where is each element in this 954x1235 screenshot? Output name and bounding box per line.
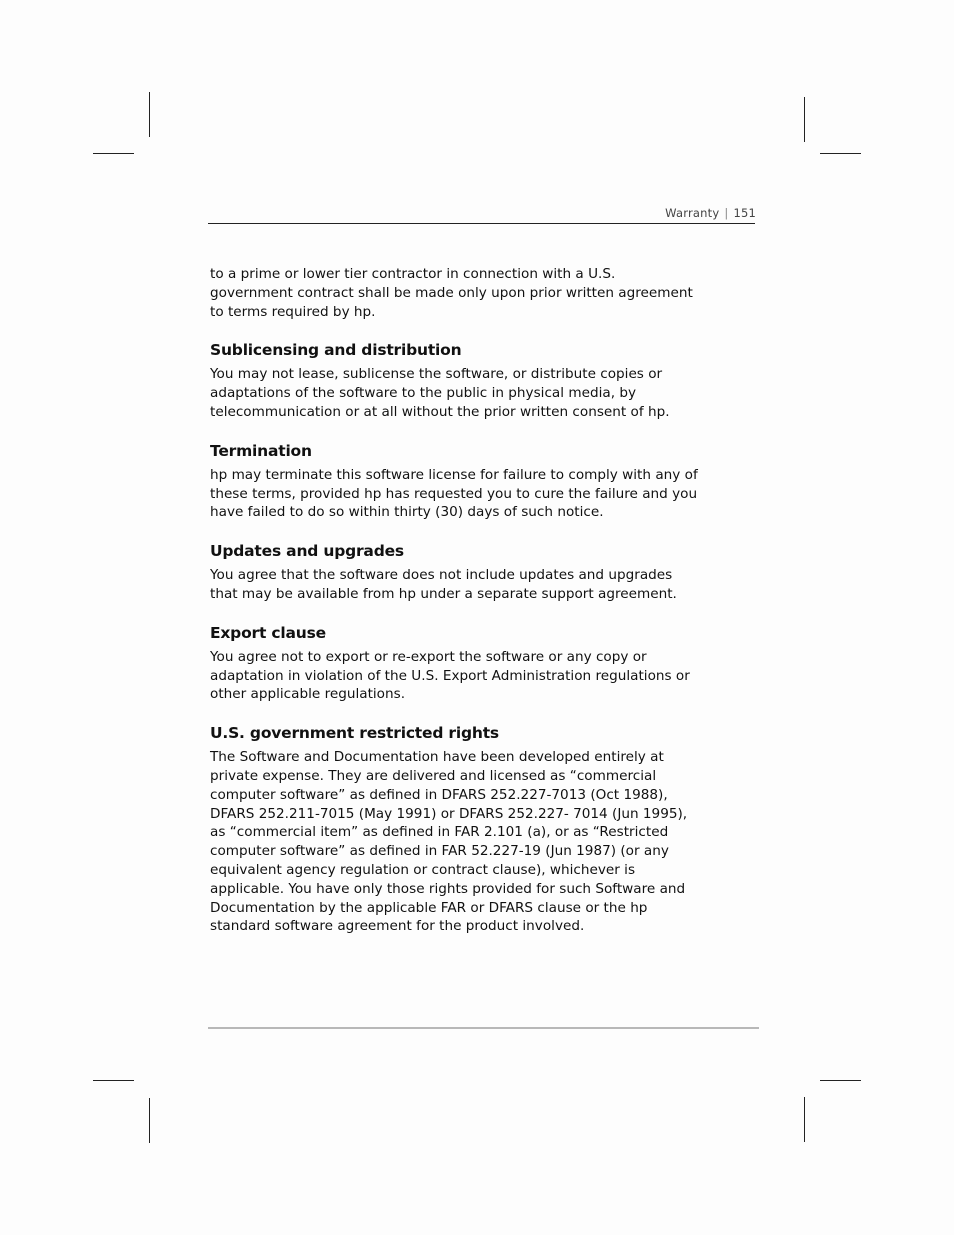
crop-mark-top-left-vertical [149,92,150,137]
running-head-section: Warranty [665,206,720,220]
paragraph-termination: hp may terminate this software license for failure to comply with any of these terms, provided hp has requested you to cure the failure and you have failed to do so within thirty (30) days of such notice. [210,466,698,521]
heading-gov-rights: U.S. government restricted rights [210,724,499,743]
heading-updates: Updates and upgrades [210,542,404,561]
running-head-separator: | [724,206,729,220]
heading-termination: Termination [210,441,312,460]
document-body [210,265,700,936]
crop-mark-top-left-horizontal [93,153,134,154]
footer-rule [208,1027,759,1029]
crop-mark-bottom-right-horizontal [820,1080,861,1081]
running-head [665,206,756,220]
crop-mark-top-right-vertical [804,97,805,142]
crop-mark-top-right-horizontal [820,153,861,154]
paragraph-updates: You agree that the software does not include updates and upgrades that may be available from hp under a separate support agreement. [210,567,677,602]
paragraph-gov-rights: The Software and Documentation have been developed entirely at private expense. They are delivered and licensed as “commercial computer software” as defined in DFARS 252.227-7013 (Oct 1988), DFARS 252.211-7015 (May 1991) or DFARS 252.227- 7014 (Jun 1995), as “commercial item” as defined in FAR 2.101 (a), or as “Restricted computer software” as defined in FAR 52.227-19 (Jun 1987) (or any equivalent agency regulation or contract clause), whichever is applicable. You have only those rights provided for such Software and Documentation by the applicable FAR or DFARS clause or the hp standard software agreement for the product involved. [210,749,688,935]
intro-paragraph: to a prime or lower tier contractor in connection with a U.S. government contract shall be made only upon prior written agreement to terms required by hp. [210,266,693,320]
heading-export: Export clause [210,623,326,642]
crop-mark-bottom-left-horizontal [93,1080,134,1081]
heading-sublicensing: Sublicensing and distribution [210,341,462,360]
paragraph-sublicensing: You may not lease, sublicense the software, or distribute copies or adaptations of the software to the public in physical media, by telecommunication or at all without the prior written consent of hp. [210,366,670,420]
page-number: 151 [733,206,756,220]
crop-mark-bottom-right-vertical [804,1097,805,1142]
header-rule [208,223,755,224]
crop-mark-bottom-left-vertical [149,1098,150,1143]
paragraph-export: You agree not to export or re-export the software or any copy or adaptation in violation of the U.S. Export Administration regulations or other applicable regulations. [210,648,690,703]
